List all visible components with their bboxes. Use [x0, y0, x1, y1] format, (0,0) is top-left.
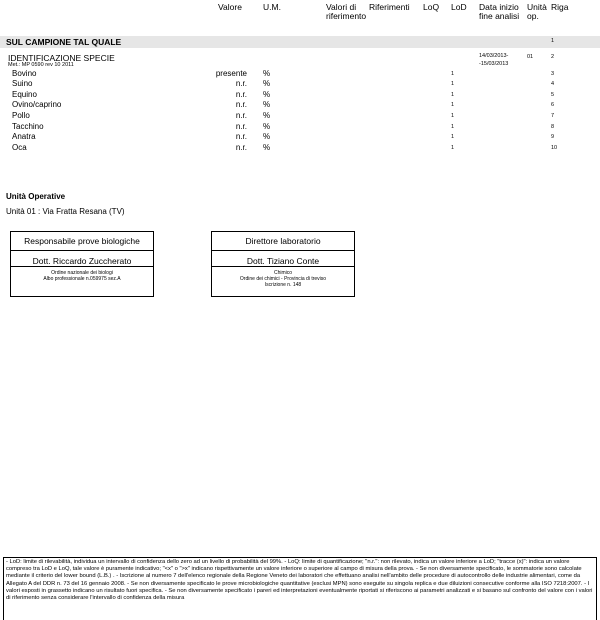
- result-um: %: [263, 132, 271, 141]
- signature-box-director: [211, 231, 355, 297]
- result-riga: 4: [551, 81, 555, 87]
- section-title: SUL CAMPIONE TAL QUALE: [6, 37, 122, 47]
- result-riga: 7: [551, 113, 555, 119]
- units-line: Unità 01 : Via Fratta Resana (TV): [6, 207, 125, 216]
- test-method: Met.: MP 0590 rev 10 2011: [8, 62, 74, 68]
- col-valore: Valore: [218, 2, 242, 12]
- signature-name: Dott. Riccardo Zuccherato: [32, 256, 132, 266]
- signature-name: Dott. Tiziano Conte: [246, 256, 320, 266]
- col-valori-1: Valori di: [326, 2, 357, 12]
- signature-detail: Albo professionale n.059975 sez.A: [43, 276, 121, 282]
- test-unita: 01: [527, 54, 534, 60]
- result-riga: 8: [551, 124, 555, 130]
- result-value: n.r.: [235, 122, 247, 131]
- result-value: presente: [215, 69, 247, 78]
- test-date-end: -15/03/2013: [479, 61, 509, 67]
- result-um: %: [263, 90, 271, 99]
- species-name: Bovino: [12, 69, 37, 78]
- test-riga: 2: [551, 54, 555, 60]
- table-row: [0, 100, 600, 110]
- col-lod: LoD: [451, 2, 467, 12]
- table-row: [0, 143, 600, 153]
- table-row: [0, 132, 600, 142]
- result-um: %: [263, 69, 271, 78]
- table-row: [0, 79, 600, 89]
- result-lod: 1: [451, 124, 455, 130]
- signature-detail: Ordine nazionale dei biologi: [51, 270, 113, 276]
- result-value: n.r.: [235, 143, 247, 152]
- species-name: Oca: [12, 143, 27, 152]
- col-riga: Riga: [551, 2, 569, 12]
- result-um: %: [263, 143, 271, 152]
- table-row: [0, 122, 600, 132]
- col-unita-1: Unità: [527, 2, 547, 12]
- result-value: n.r.: [235, 100, 247, 109]
- col-um: U.M.: [263, 2, 281, 12]
- result-lod: 1: [451, 71, 455, 77]
- signature-detail: Iscrizione n. 148: [264, 282, 302, 288]
- species-name: Equino: [12, 90, 37, 99]
- result-lod: 1: [451, 113, 455, 119]
- result-lod: 1: [451, 81, 455, 87]
- col-valori-2: riferimento: [326, 11, 367, 21]
- section-riga: 1: [551, 38, 555, 44]
- result-riga: 10: [551, 145, 558, 151]
- test-title: IDENTIFICAZIONE SPECIE: [8, 53, 115, 63]
- table-row: [0, 90, 600, 100]
- table-row: [0, 69, 600, 79]
- result-value: n.r.: [235, 111, 247, 120]
- result-um: %: [263, 111, 271, 120]
- table-row: [0, 111, 600, 121]
- col-data-1: Data inizio: [479, 2, 519, 12]
- result-riga: 6: [551, 102, 555, 108]
- col-riferimenti: Riferimenti: [369, 2, 410, 12]
- species-name: Ovino/caprino: [12, 100, 62, 109]
- result-lod: 1: [451, 102, 455, 108]
- result-value: n.r.: [235, 132, 247, 141]
- result-lod: 1: [451, 145, 455, 151]
- species-name: Tacchino: [12, 122, 44, 131]
- species-name: Anatra: [12, 132, 36, 141]
- col-unita-2: op.: [527, 11, 539, 21]
- footer-notes: - LoD: limite di rilevabilità, individua un intervallo di confidenza dello zero ad un livello di probabilità del 99%. - LoQ: limite di quantificazione; "n.r.": non rilevato, indica un valore inferiore a LoD; "tracce (x)": indica un valore compreso tra LoD e LoQ, tale valore è puramente indicativo; "<x" o ">x" indicano rispettivamente un valore inferiore o superiore al campo di misura della prova. - Se non diversamente specificato, le sommatorie sono calcolate mediante il criterio del lower bound (L.B.) . - Iscrizione al numero 7 dell'elenco regionale della Regione Veneto dei laboratori che effettuano analisi nell'ambito delle procedure di autocontrollo delle industrie alimentari, come da Allegato A del DDR n. 73 del 16 gennaio 2008. - Se non diversamente specificato le prove microbiologiche quantitative (esclusi MPN) sono eseguite su singola replica e due diluizioni consecutive conforme alla ISO 7218:2007. - I valori esposti in grassetto indicano un risultato fuori specifica. - Se non diversamente specificato i pareri ed interpretazioni eventualmente riportati si riferiscono ai parametri analizzati e si basano sul confronto del valore con i valori di riferimento senza considerare l'intervallo di confidenza della misura: [3, 557, 597, 620]
- result-um: %: [263, 100, 271, 109]
- signature-detail: Chimico: [273, 270, 293, 276]
- result-value: n.r.: [235, 90, 247, 99]
- test-date-start: 14/03/2013-: [479, 53, 509, 59]
- signature-box-biologist: [10, 231, 154, 297]
- signature-role: Direttore laboratorio: [212, 232, 354, 251]
- result-um: %: [263, 122, 271, 131]
- result-um: %: [263, 79, 271, 88]
- result-lod: 1: [451, 92, 455, 98]
- col-data-2: fine analisi: [479, 11, 520, 21]
- species-name: Pollo: [12, 111, 30, 120]
- signature-role: Responsabile prove biologiche: [11, 232, 153, 251]
- result-riga: 3: [551, 71, 555, 77]
- result-riga: 9: [551, 134, 555, 140]
- section-bar: [0, 36, 600, 48]
- result-lod: 1: [451, 134, 455, 140]
- result-value: n.r.: [235, 79, 247, 88]
- units-title: Unità Operative: [6, 192, 66, 201]
- species-name: Suino: [12, 79, 33, 88]
- signature-detail: Ordine dei chimici - Provincia di treviso: [239, 276, 327, 282]
- col-loq: LoQ: [423, 2, 440, 12]
- result-riga: 5: [551, 92, 555, 98]
